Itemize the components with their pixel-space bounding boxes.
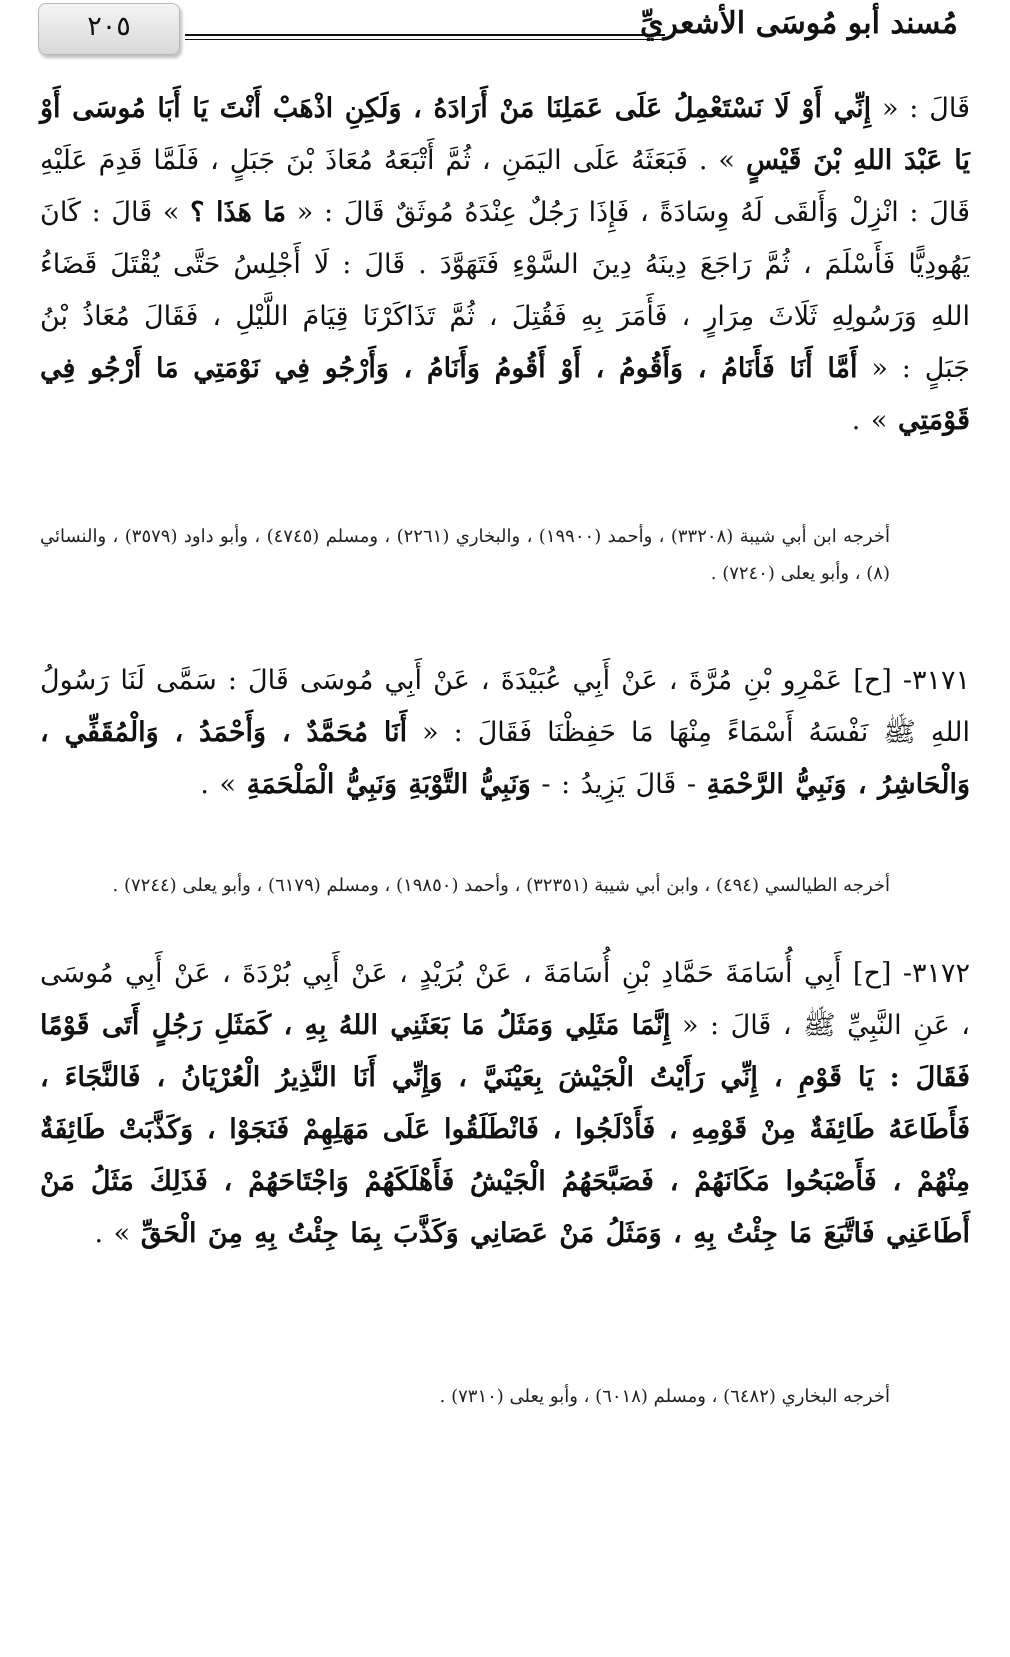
narration-text: [ح] أَبِي أُسَامَةَ حَمَّادِ بْنِ أُسَامَةَ ، عَنْ بُرَيْدٍ ، عَنْ أَبِي بُرْدَةَ ، عَنْ أَبِي مُوسَى ، عَنِ النَّبِيِّ ﷺ ، قَالَ : « (40, 958, 971, 1041)
narration-text: [ح] عَمْرِو بْنِ مُرَّةَ ، عَنْ أَبِي عُبَيْدَةَ ، عَنْ أَبِي مُوسَى قَالَ : سَمَّى لَنَا رَسُولُ اللهِ ﷺ نَفْسَهُ أَسْمَاءً مِنْهَا مَا حَفِظْنَا فَقَالَ : « (40, 665, 971, 748)
page-number: ٢٠٥ (87, 11, 131, 42)
prophetic-text: وَنَبِيُّ التَّوْبَةِ وَنَبِيُّ الْمَلْحَمَةِ (246, 769, 531, 800)
running-title: مُسند أبو مُوسَى الأشعريِّ (640, 6, 958, 41)
hadith-number: ٣١٧٢- (902, 958, 970, 989)
hadith-3172 (40, 948, 970, 1260)
narration-text: » قَالَ : كَانَ يَهُودِيًّا فَأَسْلَمَ ، ثُمَّ رَاجَعَ دِينَهُ دِينَ السَّوْءِ فَتَهَوَّدَ . قَالَ : لَا أَجْلِسُ حَتَّى يُقْتَلَ قَضَاءُ اللهِ وَرَسُولِهِ ثَلَاثَ مِرَارٍ ، فَأَمَرَ بِهِ فَقُتِلَ ، ثُمَّ تَذَاكَرْنَا قِيَامَ اللَّيْلِ ، فَقَالَ مُعَاذُ بْنُ جَبَلٍ : « (40, 197, 970, 384)
narration-text: - قَالَ يَزِيدُ : - (530, 769, 707, 800)
narration-text: » . فَبَعَثَهُ عَلَى اليَمَنِ ، ثُمَّ أَتْبَعَهُ مُعَاذَ بْنَ جَبَلٍ ، فَلَمَّا قَدِمَ عَلَيْهِ قَالَ : انْزِلْ وَأَلقَى لَهُ وِسَادَةً ، فَإِذَا رَجُلٌ عِنْدَهُ مُوثَقٌ قَالَ : « (40, 145, 970, 228)
narration-text: » . (851, 405, 899, 436)
narration-text: » . (94, 1218, 141, 1249)
running-header (0, 0, 1010, 62)
page-number-tab (38, 3, 180, 55)
prophetic-text: مَا هَذَا ؟ (190, 197, 287, 228)
prophetic-text: إِنِّي أَوْ لَا نَسْتَعْمِلُ عَلَى عَمَلِنَا مَنْ أَرَادَهُ ، وَلَكِنِ اذْهَبْ أَنْتَ يَا أَبَا مُوسَى أَوْ يَا عَبْدَ اللهِ بْنَ قَيْسٍ (40, 93, 970, 176)
narration-text: قَالَ : « (871, 93, 970, 124)
hadith-continuation (40, 83, 970, 447)
narration-text: » . (200, 769, 247, 800)
prophetic-text: أَمَّا أَنَا فَأَنَامُ ، وَأَقُومُ ، أَوْ أَقُومُ وَأَنَامُ ، وَأَرْجُو فِي نَوْمَتِي مَا أَرْجُو فِي قَوْمَتِي (40, 353, 970, 436)
hadith-number: ٣١٧١- (902, 665, 970, 696)
prophetic-text: أَنَا مُحَمَّدٌ ، وَأَحْمَدُ ، وَالْمُقَفِّي ، وَالْحَاشِرُ ، وَنَبِيُّ الرَّحْمَةِ (40, 717, 970, 800)
takhrij-note: أخرجه ابن أبي شيبة (٣٣٢٠٨) ، وأحمد (١٩٩٠٠) ، والبخاري (٢٢٦١) ، ومسلم (٤٧٤٥) ، وأبو داود (٣٥٧٩) ، والنسائي (٨) ، وأبو يعلى (٧٢٤٠) . (40, 526, 890, 584)
hadith-3171 (40, 655, 970, 811)
prophetic-text: إِنَّمَا مَثَلِي وَمَثَلُ مَا بَعَثَنِي اللهُ بِهِ ، كَمَثَلِ رَجُلٍ أَتَى قَوْمًا فَقَالَ : يَا قَوْمِ ، إِنِّي رَأَيْتُ الْجَيْشَ بِعَيْنَيَّ ، وَإِنِّي أَنَا النَّذِيرُ الْعُرْيَانُ ، فَالنَّجَاءَ ، فَأَطَاعَهُ طَائِفَةٌ مِنْ قَوْمِهِ ، فَأَدْلَجُوا ، فَانْطَلَقُوا عَلَى مَهَلِهِمْ فَنَجَوْا ، وَكَذَّبَتْ طَائِفَةٌ مِنْهُمْ ، فَأَصْبَحُوا مَكَانَهُمْ ، فَصَبَّحَهُمُ الْجَيْشُ فَأَهْلَكَهُمْ وَاجْتَاحَهُمْ ، فَذَلِكَ مَثَلُ مَنْ أَطَاعَنِي فَاتَّبَعَ مَا جِئْتُ بِهِ ، وَمَثَلُ مَنْ عَصَانِي وَكَذَّبَ بِمَا جِئْتُ بِهِ مِنَ الْحَقِّ (40, 1010, 970, 1249)
takhrij-note: أخرجه البخاري (٦٤٨٢) ، ومسلم (٦٠١٨) ، وأبو يعلى (٧٣١٠) . (439, 1386, 890, 1407)
header-rule (185, 34, 665, 40)
takhrij-note: أخرجه الطيالسي (٤٩٤) ، وابن أبي شيبة (٣٢٣٥١) ، وأحمد (١٩٨٥٠) ، ومسلم (٦١٧٩) ، وأبو يعلى (٧٢٤٤) . (112, 875, 890, 896)
